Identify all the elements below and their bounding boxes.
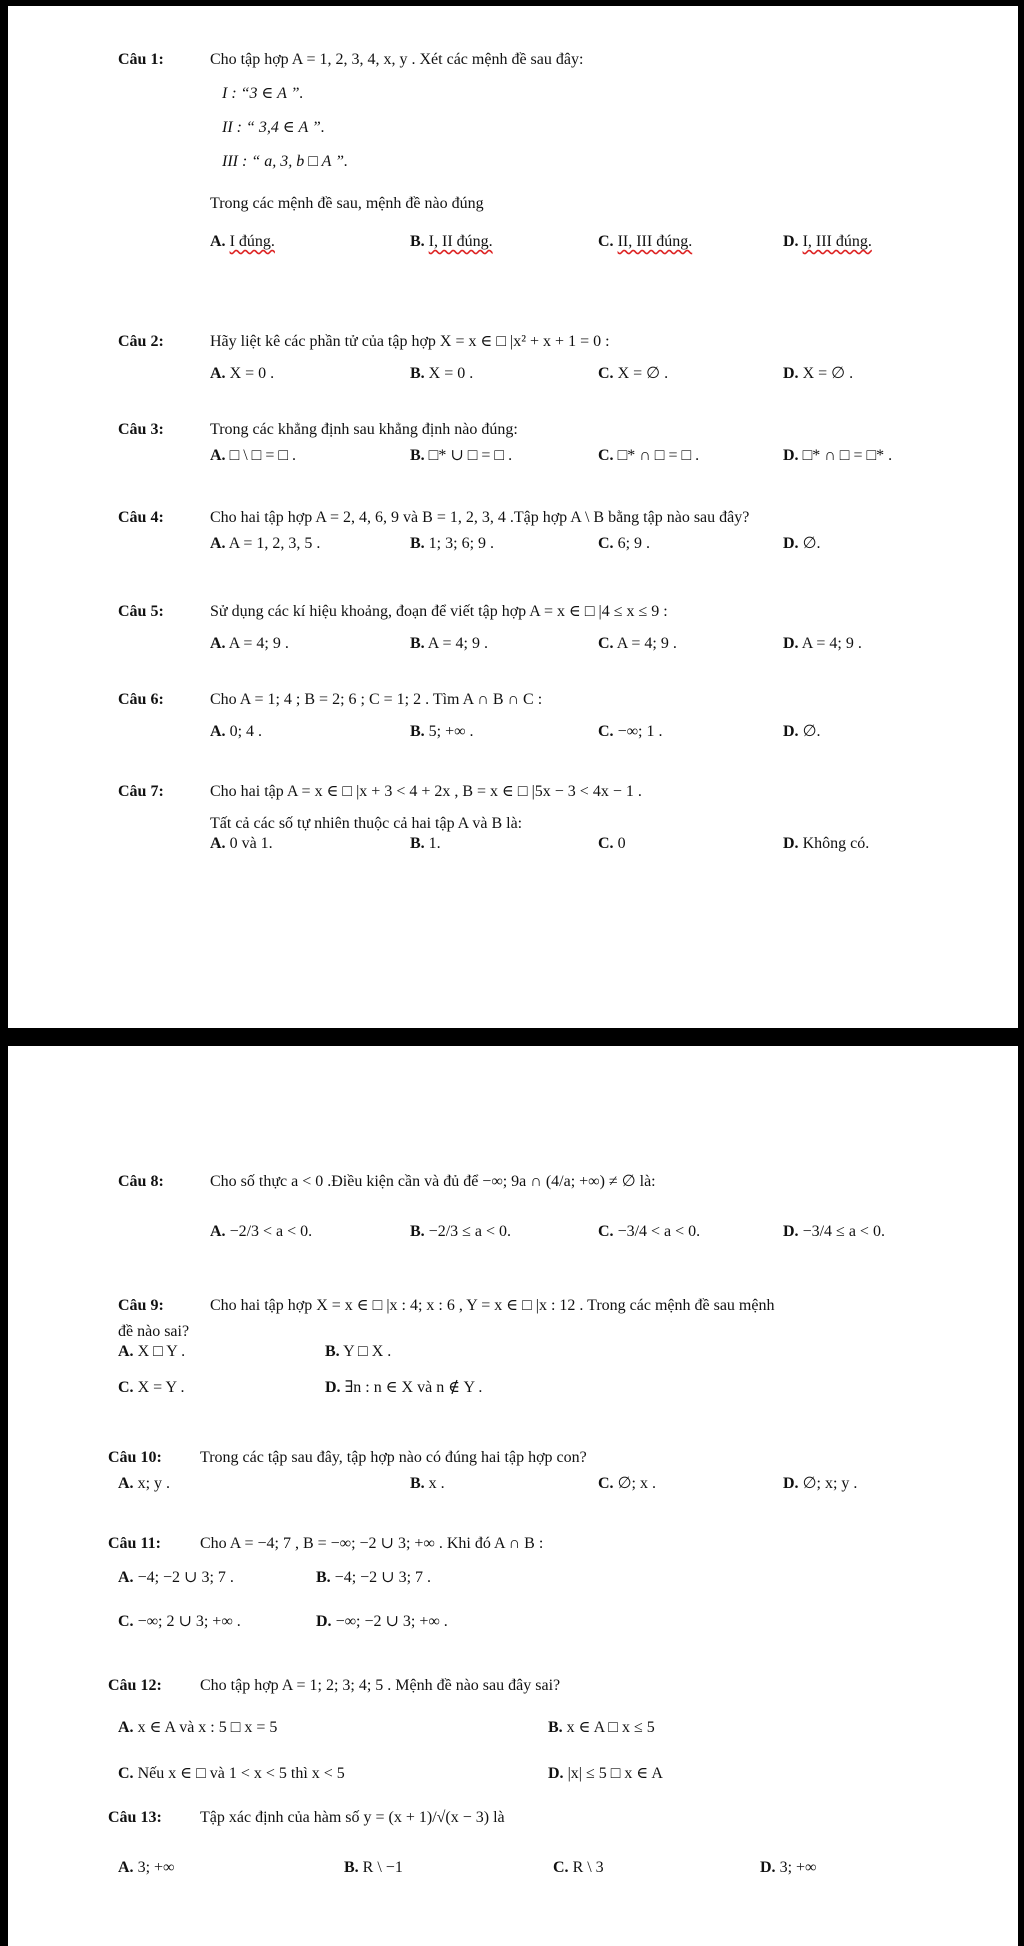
- option-a[interactable]: A. −4; −2 ∪ 3; 7 .: [118, 1569, 234, 1586]
- question-5: [118, 602, 998, 658]
- answer-options: [118, 634, 998, 658]
- option-a[interactable]: A. X = 0 .: [210, 365, 275, 382]
- option-c[interactable]: C. R \ 3: [553, 1859, 604, 1876]
- option-b[interactable]: B. 5; +∞ .: [410, 723, 474, 740]
- question-number: Câu 12:: [108, 1677, 162, 1694]
- option-a[interactable]: A. A = 4; 9 .: [210, 635, 289, 652]
- option-c[interactable]: C. II, III đúng.: [598, 233, 693, 250]
- question-number: Câu 9:: [118, 1297, 164, 1314]
- answer-options-row-1: [118, 1342, 998, 1366]
- option-a[interactable]: A. x; y .: [118, 1475, 171, 1492]
- question-13: [108, 1808, 998, 1882]
- answer-options-row-2: [118, 1378, 998, 1402]
- option-d[interactable]: D. ∅.: [783, 535, 821, 552]
- answer-options: [118, 834, 998, 858]
- question-number: Câu 10:: [108, 1449, 162, 1466]
- option-c[interactable]: C. □* ∩ □ = □ .: [598, 447, 700, 464]
- question-text-continued: Tất cả các số tự nhiên thuộc cả hai tập A và B là:: [210, 815, 523, 832]
- statement-3: III : “ a, 3, b □ A ”.: [222, 153, 348, 170]
- question-4: [118, 508, 998, 558]
- answer-options: [108, 1858, 998, 1882]
- option-a[interactable]: A. 3; +∞: [118, 1859, 175, 1876]
- question-text: Tập xác định của hàm số y = (x + 1)/√(x − 3) là: [200, 1809, 505, 1826]
- option-a[interactable]: A. 0 và 1.: [210, 835, 273, 852]
- question-9: [118, 1296, 998, 1402]
- option-d[interactable]: D. ∃n : n ∈ X và n ∉ Y .: [325, 1379, 483, 1396]
- question-text: Cho tập hợp A = 1, 2, 3, 4, x, y . Xét các mệnh đề sau đây:: [210, 51, 584, 68]
- option-a[interactable]: A. 0; 4 .: [210, 723, 263, 740]
- option-c[interactable]: C. −∞; 2 ∪ 3; +∞ .: [118, 1613, 241, 1630]
- question-10: [108, 1448, 998, 1498]
- option-c[interactable]: C. Nếu x ∈ □ và 1 < x < 5 thì x < 5: [118, 1765, 345, 1782]
- option-b[interactable]: B. x .: [410, 1475, 445, 1492]
- question-text: Trong các khẳng định sau khẳng định nào đúng:: [210, 421, 518, 438]
- document-page-2: [8, 1046, 1018, 1946]
- question-number: Câu 11:: [108, 1535, 161, 1552]
- option-b[interactable]: B. 1.: [410, 835, 441, 852]
- question-number: Câu 13:: [108, 1809, 162, 1826]
- option-d[interactable]: D. X = ∅ .: [783, 365, 854, 382]
- answer-options: [118, 1222, 998, 1246]
- option-b[interactable]: B. −2/3 ≤ a < 0.: [410, 1223, 512, 1240]
- option-c[interactable]: C. X = ∅ .: [598, 365, 669, 382]
- option-b[interactable]: B. □* ∪ □ = □ .: [410, 447, 513, 464]
- question-11: [108, 1534, 998, 1636]
- answer-options: [118, 534, 998, 558]
- option-d[interactable]: D. □* ∩ □ = □* .: [783, 447, 893, 464]
- answer-options: [118, 722, 998, 746]
- question-text-continued: đề nào sai?: [118, 1323, 190, 1340]
- question-text: Cho A = 1; 4 ; B = 2; 6 ; C = 1; 2 . Tìm A ∩ B ∩ C :: [210, 691, 543, 708]
- option-a[interactable]: A. A = 1, 2, 3, 5 .: [210, 535, 321, 552]
- document-page-1: [8, 6, 1018, 1028]
- option-d[interactable]: D. A = 4; 9 .: [783, 635, 862, 652]
- question-text: Cho số thực a < 0 .Điều kiện cần và đủ để −∞; 9a ∩ (4/a; +∞) ≠ ∅ là:: [210, 1173, 656, 1190]
- question-number: Câu 1:: [118, 51, 164, 68]
- answer-options: [118, 446, 998, 470]
- option-d[interactable]: D. |x| ≤ 5 □ x ∈ A: [548, 1765, 663, 1782]
- question-number: Câu 4:: [118, 509, 164, 526]
- question-text: Cho hai tập A = x ∈ □ |x + 3 < 4 + 2x , B = x ∈ □ |5x − 3 < 4x − 1 .: [210, 783, 642, 800]
- answer-options: [118, 232, 998, 256]
- statement-2: II : “ 3,4 ∈ A ”.: [222, 119, 325, 136]
- question-text: Sử dụng các kí hiệu khoảng, đoạn để viết tập hợp A = x ∈ □ |4 ≤ x ≤ 9 :: [210, 603, 668, 620]
- question-number: Câu 3:: [118, 421, 164, 438]
- question-number: Câu 7:: [118, 783, 164, 800]
- option-b[interactable]: B. −4; −2 ∪ 3; 7 .: [316, 1569, 432, 1586]
- answer-options: [108, 1474, 998, 1498]
- question-text: Trong các tập sau đây, tập hợp nào có đúng hai tập hợp con?: [200, 1449, 587, 1466]
- question-text: Cho tập hợp A = 1; 2; 3; 4; 5 . Mệnh đề nào sau đây sai?: [200, 1677, 561, 1694]
- option-b[interactable]: B. X = 0 .: [410, 365, 474, 382]
- option-d[interactable]: D. −∞; −2 ∪ 3; +∞ .: [316, 1613, 448, 1630]
- option-d[interactable]: D. 3; +∞: [760, 1859, 817, 1876]
- option-c[interactable]: C. 0: [598, 835, 626, 852]
- question-7: [118, 782, 998, 858]
- statement-1: I : “3 ∈ A ”.: [222, 85, 304, 102]
- option-a[interactable]: A. X □ Y .: [118, 1343, 186, 1360]
- answer-options-row-2: [108, 1764, 998, 1788]
- option-c[interactable]: C. −3/4 < a < 0.: [598, 1223, 701, 1240]
- question-8: [118, 1172, 998, 1246]
- option-d[interactable]: D. ∅; x; y .: [783, 1475, 858, 1492]
- question-text: Cho hai tập hợp X = x ∈ □ |x : 4; x : 6 , Y = x ∈ □ |x : 12 . Trong các mệnh đề sau mệnh: [210, 1297, 775, 1314]
- question-prompt: Trong các mệnh đề sau, mệnh đề nào đúng: [210, 195, 484, 212]
- option-d[interactable]: D. Không có.: [783, 835, 870, 852]
- option-c[interactable]: C. 6; 9 .: [598, 535, 651, 552]
- option-d[interactable]: D. I, III đúng.: [783, 233, 872, 250]
- option-c[interactable]: C. −∞; 1 .: [598, 723, 663, 740]
- answer-options: [118, 364, 998, 388]
- option-b[interactable]: B. Y □ X .: [325, 1343, 392, 1360]
- option-a[interactable]: A. I đúng.: [210, 233, 275, 250]
- answer-options-row-2: [108, 1612, 998, 1636]
- question-text: Cho A = −4; 7 , B = −∞; −2 ∪ 3; +∞ . Khi đó A ∩ B :: [200, 1535, 544, 1552]
- question-2: [118, 332, 998, 388]
- option-b[interactable]: B. R \ −1: [344, 1859, 403, 1876]
- question-3: [118, 420, 998, 470]
- answer-options-row-1: [108, 1718, 998, 1742]
- option-c[interactable]: C. X = Y .: [118, 1379, 185, 1396]
- question-number: Câu 2:: [118, 333, 164, 350]
- option-c[interactable]: C. A = 4; 9 .: [598, 635, 677, 652]
- question-text: Hãy liệt kê các phần tử của tập hợp X = x ∈ □ |x² + x + 1 = 0 :: [210, 333, 610, 350]
- option-a[interactable]: A. x ∈ A và x : 5 □ x = 5: [118, 1719, 278, 1736]
- option-d[interactable]: D. −3/4 ≤ a < 0.: [783, 1223, 885, 1240]
- option-b[interactable]: B. A = 4; 9 .: [410, 635, 488, 652]
- option-d[interactable]: D. ∅.: [783, 723, 821, 740]
- option-b[interactable]: B. x ∈ A □ x ≤ 5: [548, 1719, 655, 1736]
- question-text: Cho hai tập hợp A = 2, 4, 6, 9 và B = 1, 2, 3, 4 .Tập hợp A \ B bằng tập nào sau đây?: [210, 509, 750, 526]
- question-6: [118, 690, 998, 746]
- option-b[interactable]: B. I, II đúng.: [410, 233, 493, 250]
- question-12: [108, 1676, 998, 1788]
- question-1: [118, 50, 998, 256]
- option-a[interactable]: A. −2/3 < a < 0.: [210, 1223, 313, 1240]
- option-a[interactable]: A. □ \ □ = □ .: [210, 447, 297, 464]
- question-number: Câu 8:: [118, 1173, 164, 1190]
- answer-options-row-1: [108, 1568, 998, 1592]
- option-c[interactable]: C. ∅; x .: [598, 1475, 656, 1492]
- question-number: Câu 5:: [118, 603, 164, 620]
- option-b[interactable]: B. 1; 3; 6; 9 .: [410, 535, 495, 552]
- question-number: Câu 6:: [118, 691, 164, 708]
